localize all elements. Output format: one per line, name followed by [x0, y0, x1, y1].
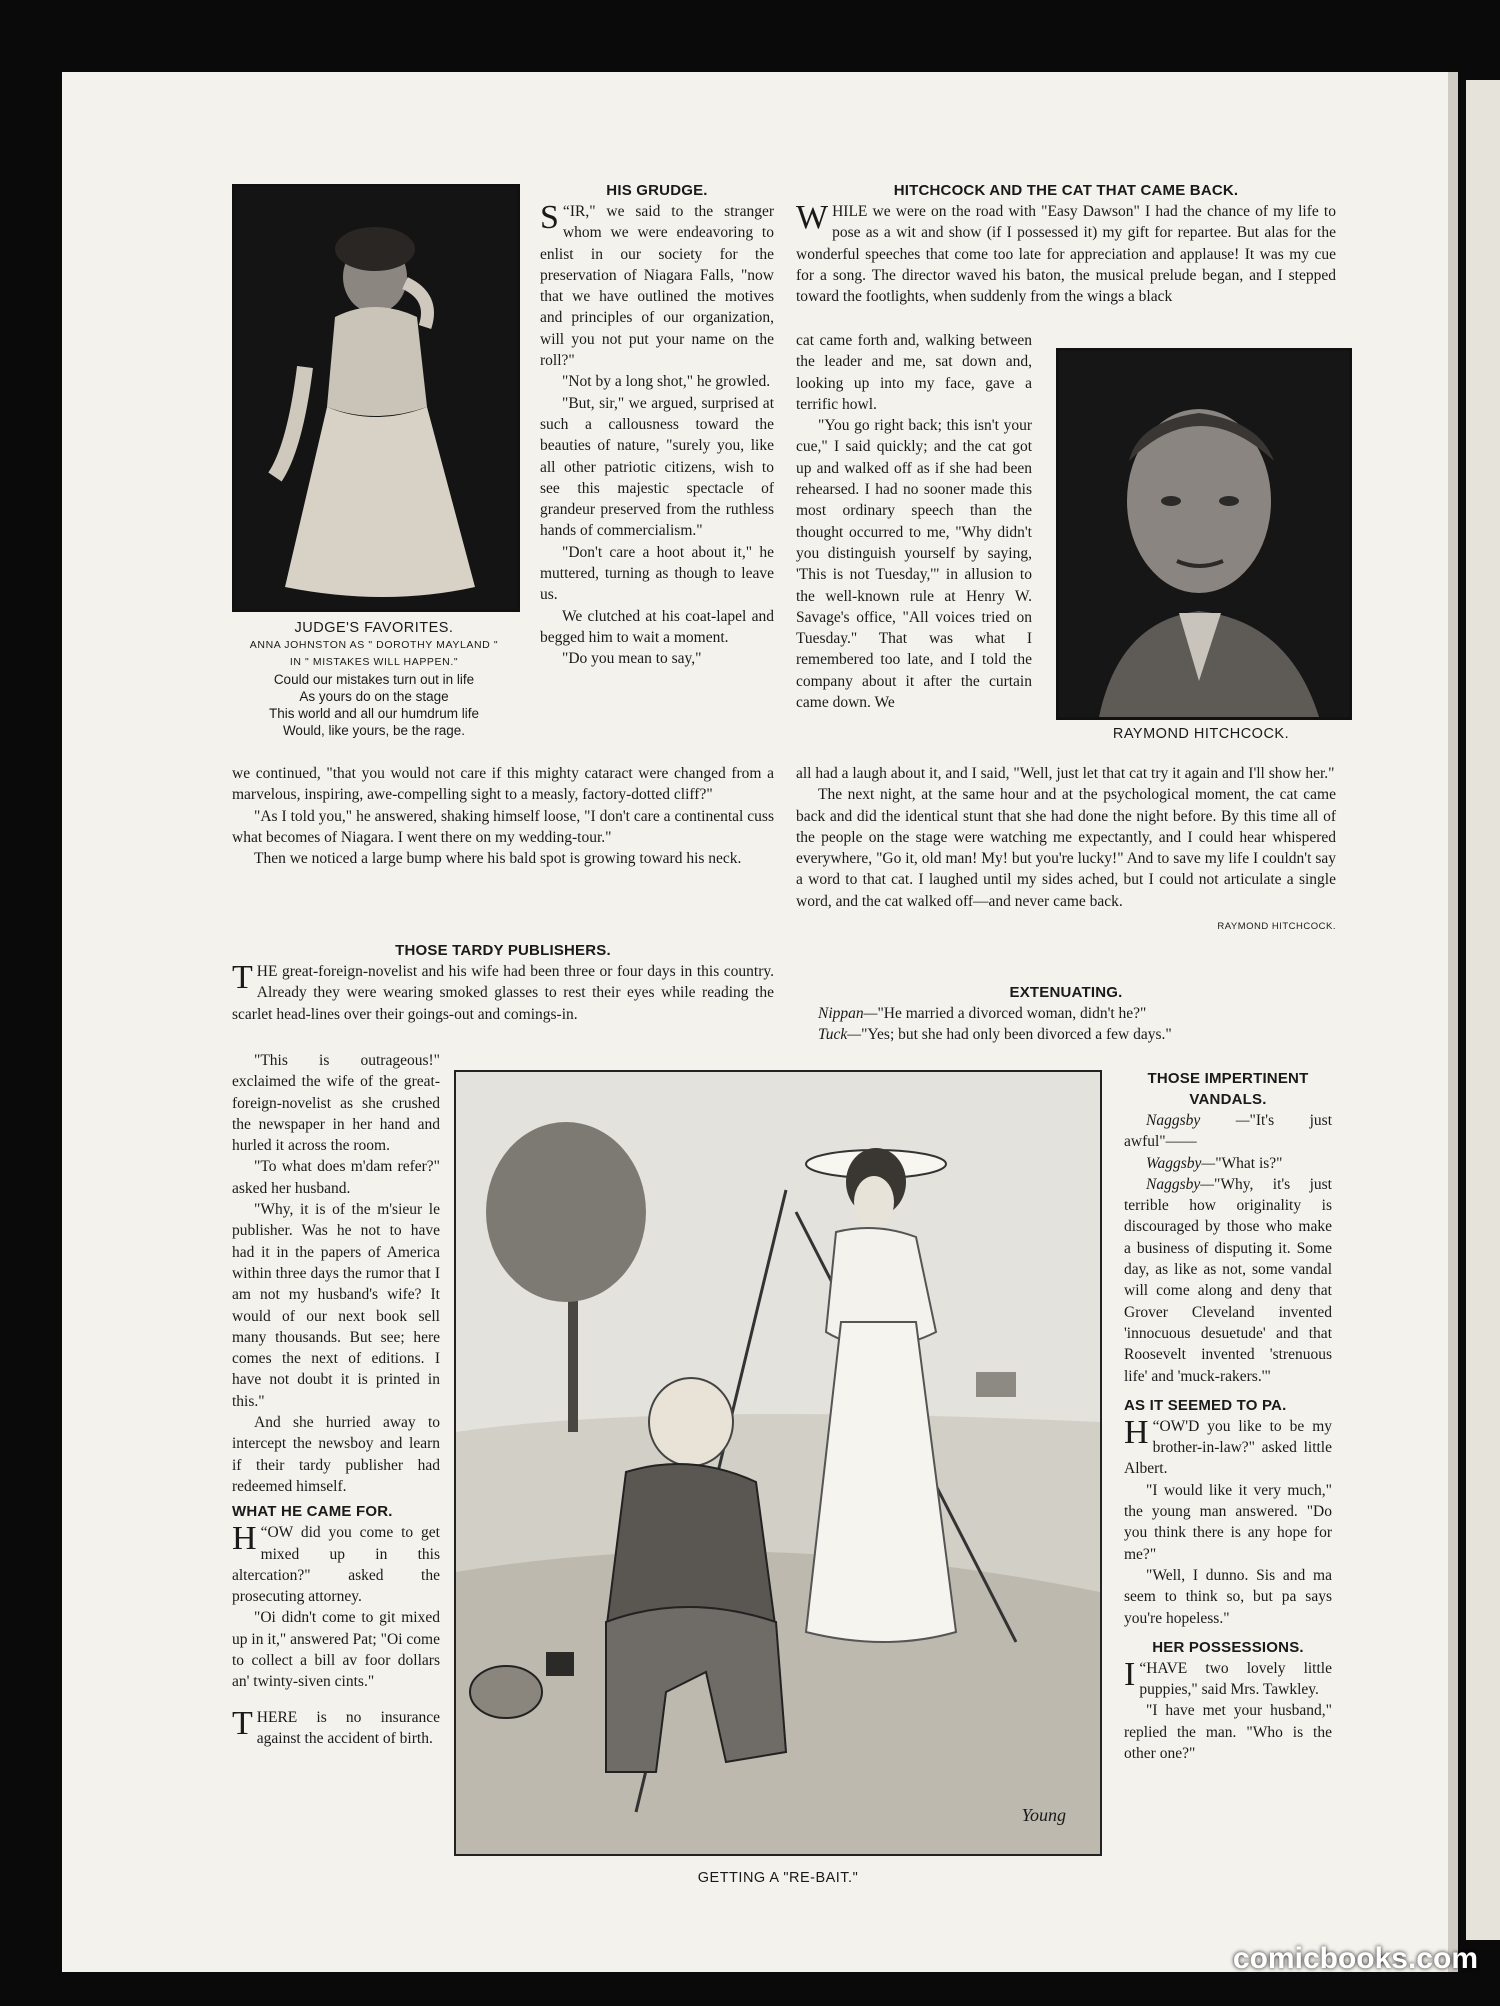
dialogue-line: "What is?" [1215, 1154, 1283, 1172]
article-heading: WHAT HE CAME FOR. [232, 1503, 393, 1521]
paragraph: HAVE two lovely little puppies," said Mrs. Tawkley. [1139, 1659, 1332, 1699]
paragraph: "You go right back; this isn't your cue," I said quickly; and the cat got up and walked off as if she had been rehearsed. I had no sooner made this most ordinary speech than the thought occurred to me, "Why didn't you distinguish yourself by saying, 'This is not Tuesday,'" in allusion to the well-known rule at Henry W. Savage's office, "All voices tried on Tuesday." That was what I remembered too late, and I told the company about it after the curtain came down. We [796, 417, 1032, 712]
his-grudge-article [540, 180, 774, 670]
paragraph: "Oi didn't come to git mixed up in it," answered Pat; "Oi come to collect a bill av foor dollars an' twinty-siven cints." [232, 1609, 440, 1691]
speaker-name: Nippan— [818, 1005, 878, 1022]
paragraph: HE great-foreign-novelist and his wife had been three or four days in this country. Already they were wearing smoked glasses to rest their eyes while reading the scarlet head-lines over their goings-out and comings-in. [232, 963, 774, 1023]
caption-title: JUDGE'S FAVORITES. [294, 620, 454, 636]
drop-cap: T [232, 1704, 253, 1742]
paragraph: "But, sir," we argued, surprised at such a callousness toward the beauties of nature, "surely you, like all other patriotic citizens, wish to see this majestic spectacle of grandeur preserved from the ruthless hands of commercialism." [540, 394, 774, 540]
paragraph: OW'D you like to be my brother-in-law?" asked little Albert. [1124, 1417, 1332, 1478]
extenuating-article [796, 982, 1336, 1046]
paragraph: "As I told you," he answered, shaking himself loose, "I don't care a continental cuss what becomes of Niagara. I went there on my wedding-tour." [232, 807, 774, 846]
article-heading: HER POSSESSIONS. [1152, 1638, 1304, 1656]
cartoon-caption [454, 1870, 1102, 1887]
caption-verse-line: This world and all our humdrum life [268, 706, 480, 721]
speaker-name: Waggsby— [1146, 1154, 1216, 1172]
paragraph: all had a laugh about it, and I said, "Well, just let that cat try it again and I'll show her." [796, 765, 1335, 782]
article-heading: HIS GRUDGE. [606, 182, 708, 199]
caption-subtitle: ANNA JOHNSTON AS " DOROTHY MAYLAND " [249, 639, 499, 651]
drop-cap: W [796, 199, 829, 236]
article-attribution: RAYMOND HITCHCOCK. [1217, 921, 1336, 933]
article-heading: AS IT SEEMED TO PA. [1124, 1396, 1287, 1414]
site-watermark: comicbooks.com [1232, 1942, 1478, 1975]
drop-cap: S [540, 199, 559, 236]
drop-cap: H [1124, 1413, 1149, 1451]
paragraph: "I have met your husband," replied the man. "Who is the other one?" [1124, 1702, 1332, 1763]
caption-verse-line: As yours do on the stage [299, 689, 449, 704]
open-quote: “ [1139, 1659, 1147, 1677]
dialogue-line: "It's just awful"—— [1124, 1112, 1332, 1151]
article-heading: EXTENUATING. [1009, 984, 1123, 1001]
paragraph: "To what does m'dam refer?" asked her husband. [232, 1158, 440, 1197]
caption-title: GETTING A "RE-BAIT." [697, 1870, 859, 1886]
paragraph: we continued, "that you would not care if this mighty cataract were changed from a marvelous, inspiring, awe-compelling sight to a measly, factory-dotted cliff?" [232, 765, 774, 804]
paragraph: HERE is no insurance against the accident of birth. [256, 1708, 440, 1747]
paragraph: OW did you come to get mixed up in this altercation?" asked the prosecuting attorney. [232, 1524, 440, 1606]
his-grudge-continued [232, 763, 774, 869]
paragraph: "Don't care a hoot about it," he muttered, turning as though to leave us. [540, 543, 774, 604]
caption-verse-line: Could our mistakes turn out in life [273, 672, 475, 687]
article-heading: THOSE IMPERTINENT [1147, 1070, 1309, 1087]
raymond-hitchcock-photo [1056, 348, 1352, 720]
hitchcock-article [796, 180, 1336, 307]
paragraph: "Do you mean to say," [562, 650, 702, 668]
paragraph: "Well, I dunno. Sis and ma seem to think so, but pa says you're hopeless." [1124, 1566, 1332, 1627]
caption-subtitle: IN " MISTAKES WILL HAPPEN." [289, 656, 459, 668]
caption-title: RAYMOND HITCHCOCK. [1112, 726, 1290, 742]
caption-verse-line: Would, like yours, be the rage. [282, 723, 466, 738]
paragraph: "I would like it very much," the young man answered. "Do you think there is any hope for me?" [1124, 1481, 1332, 1563]
paragraph: The next night, at the same hour and at the psychological moment, the cat came back and did the identical stunt that she had done the night before. By this time all of the people on the stage were watching me expectantly, and I could hear whispered everywhere, "Go it, old man! My! but you're lucky!" And to save my life I couldn't say a word to that cat. I laughed until my sides ached, but I could not articulate a single word, and the cat walked off—and never came back. [796, 786, 1336, 910]
paragraph: Then we noticed a large bump where his bald spot is growing toward his neck. [254, 850, 742, 868]
dialogue-line: "Yes; but she had only been divorced a few days." [861, 1026, 1172, 1044]
tardy-publishers-heading-block [232, 940, 774, 1025]
paragraph: "Not by a long shot," he growled. [562, 373, 771, 391]
hitchcock-article-continued [796, 763, 1336, 937]
hitchcock-article-narrow [796, 330, 1032, 713]
drop-cap: I [1124, 1655, 1136, 1693]
speaker-name: Tuck— [818, 1026, 862, 1044]
anna-johnston-caption [228, 620, 520, 739]
dialogue-line: "Why, it's just terrible how originality is discouraged by those who make a business of disputing it. Some day, as like as not, some vandal will come along and deny that Grover Cleveland invented 'innocuous desuetude' and that Roosevelt invented 'strenuous life' and 'muck-rakers.'" [1124, 1175, 1332, 1385]
article-heading: THOSE TARDY PUBLISHERS. [395, 942, 611, 959]
open-quote: “ [260, 1524, 268, 1542]
raymond-hitchcock-caption [1056, 726, 1346, 743]
paragraph: "This is outrageous!" exclaimed the wife of the great-foreign-novelist as she crushed the newspaper in her hand and hurled it across the room. [232, 1052, 440, 1155]
paragraph: cat came forth and, walking between the leader and me, sat down and, looking up into my face, gave a terrific howl. [796, 332, 1032, 413]
drop-cap: H [232, 1520, 257, 1558]
article-heading: VANDALS. [1189, 1091, 1267, 1108]
drop-cap: T [232, 959, 253, 996]
dialogue-line: "He married a divorced woman, didn't he?" [877, 1005, 1147, 1022]
anna-johnston-photo [232, 184, 520, 612]
right-column [1124, 1068, 1332, 1764]
next-page-edge [1466, 80, 1500, 1940]
cartoon-illustration [454, 1070, 1102, 1856]
tardy-publishers-article [232, 1050, 440, 1749]
page-edge [1448, 72, 1458, 1972]
speaker-name: Naggsby— [1146, 1175, 1215, 1193]
open-quote: “ [562, 203, 570, 220]
paragraph: HILE we were on the road with "Easy Dawson" I had the chance of my life to pose as a wit and show (if I possessed it) my gift for repartee. But alas for the wonderful speeches that come too late for appreciation and applause! It was my cue for a song. The director waved his baton, the musical prelude began, and I stepped toward the footlights, when suddenly from the wings a black [796, 203, 1336, 306]
paragraph: We clutched at his coat-lapel and begged him to wait a moment. [540, 607, 774, 646]
cartoon-signature: Young [1021, 1805, 1066, 1825]
paragraph: IR," we said to the stranger whom we were endeavoring to enlist in our society for the preservation of Niagara Falls, "now that we have outlined the motives and principles of our organization, will you not put your name on the roll?" [540, 203, 774, 370]
paragraph: And she hurried away to intercept the newsboy and learn if their tardy publisher had redeemed himself. [232, 1414, 440, 1495]
open-quote: “ [1152, 1417, 1160, 1435]
paragraph: "Why, it is of the m'sieur le publisher. Was he not to have had it in the papers of America within three days the rumor that I am not my husband's wife? It would of our next book sell many thousands. But see; here comes the next of editions. I have not doubt it is printed in this." [232, 1201, 440, 1410]
speaker-name: Naggsby — [1146, 1112, 1250, 1129]
article-heading: HITCHCOCK AND THE CAT THAT CAME BACK. [893, 182, 1239, 199]
